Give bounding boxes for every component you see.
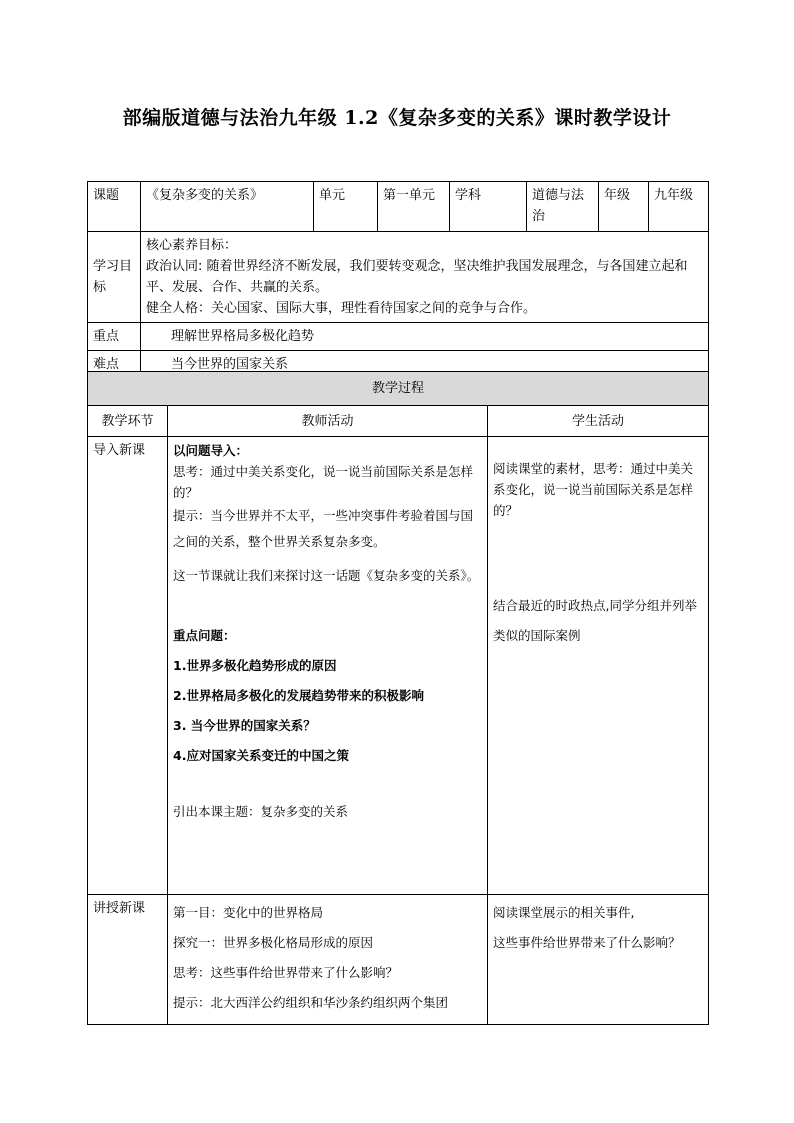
process-header: 教学过程 [88,372,709,406]
subject-value: 道德与法治 [527,182,599,232]
student-read-events: 阅读课堂展示的相关事件, [493,905,635,920]
grade-label: 年级 [599,182,649,232]
teacher-new-lesson-cell [168,895,488,1025]
goal-heading: 核心素养目标： [146,238,238,253]
difficult-label: 难点 [88,351,141,379]
key-question-4: 4.应对国家关系变迁的中国之策 [173,748,349,763]
lesson-info-table [87,181,709,379]
unit-label: 单元 [314,182,378,232]
hint-nato: 提示：北大西洋公约组织和华沙条约组织两个集团 [173,995,449,1010]
teacher-lead: 这一节课就让我们来探讨这一话题《复杂多变的关系》。 [173,568,480,583]
stage-new-lesson: 讲授新课 [88,895,168,1025]
goal-personality: 健全人格：关心国家、国际大事，理性看待国家之间的竞争与合作。 [146,301,537,316]
student-intro-cell [488,437,709,895]
col-stage-header: 教学环节 [88,406,168,437]
page-title: 部编版道德与法治九年级 1.2《复杂多变的关系》课时教学设计 [122,107,672,129]
key-label: 重点 [88,323,141,351]
teacher-intro-text: 以问题导入： [173,443,249,458]
teacher-hint: 提示：当今世界并不太平，一些冲突事件考验着国与国之间的关系，整个世界关系复杂多变。 [173,508,474,549]
goals-label [88,232,141,323]
course-value: 《复杂多变的关系》 [141,182,314,232]
col-teacher-header: 教师活动 [168,406,488,437]
explore-one: 探究一：世界多极化格局形成的原因 [173,935,374,950]
stage-intro: 导入新课 [88,437,168,895]
course-label: 课题 [88,182,141,232]
goal-political: 政治认同: 随着世界经济不断发展，我们要转变观念，坚决维护我国发展理念，与各国建立起和平、发展、合作、共赢的关系。 [146,259,688,295]
col-student-header: 学生活动 [488,406,709,437]
goals-label-text: 学习目标 [93,259,133,295]
student-impact-question: 这些事件给世界带来了什么影响？ [493,935,681,950]
lesson-theme: 引出本课主题：复杂多变的关系 [173,804,349,819]
student-new-lesson-cell [488,895,709,1025]
teaching-process-table [87,371,709,1025]
teacher-think: 思考：通过中美关系变化，说一说当前国际关系是怎样的？ [173,464,474,500]
student-read-task: 阅读课堂的素材，思考：通过中美关系变化，说一说当前国际关系是怎样的？ [493,461,694,518]
student-group-task: 结合最近的时政热点,同学分组并列举类似的国际案例 [493,598,697,643]
key-question-3: 3. 当今世界的国家关系？ [173,718,316,733]
unit-value: 第一单元 [378,182,450,232]
grade-value: 九年级 [649,182,709,232]
subject-label: 学科 [450,182,527,232]
think-impact: 思考：这些事件给世界带来了什么影响？ [173,965,399,980]
key-questions-heading: 重点问题： [173,628,236,643]
teacher-intro-cell [168,437,488,895]
difficult-value: 当今世界的国家关系 [141,351,709,379]
key-question-2: 2.世界格局多极化的发展趋势带来的积极影响 [173,688,424,703]
goals-content [141,232,709,323]
key-question-1: 1.世界多极化趋势形成的原因 [173,658,337,673]
section-one-title: 第一目：变化中的世界格局 [173,905,324,920]
key-value: 理解世界格局多极化趋势 [141,323,709,351]
